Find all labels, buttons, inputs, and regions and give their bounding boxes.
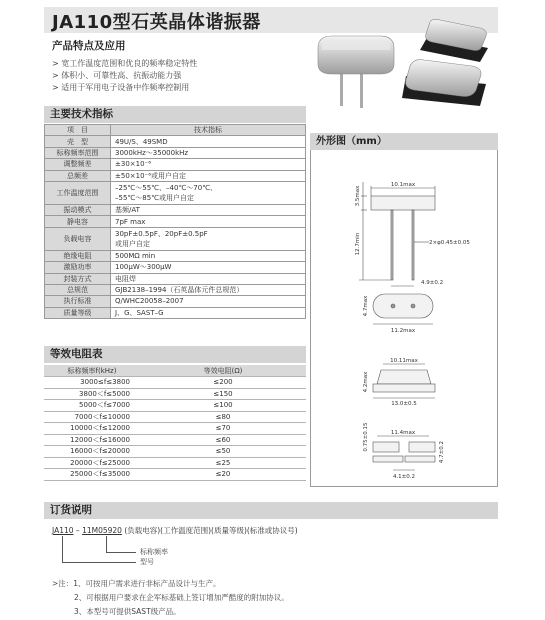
dim-width-top: 10.1max (390, 182, 416, 188)
order-code (52, 525, 298, 536)
spec-key: 静电容 (45, 216, 111, 227)
spec-value (111, 181, 306, 204)
esr-freq: 3800＜f≤5000 (44, 388, 140, 400)
dim-width-bottom: 11.2max (390, 328, 416, 334)
leader-model (62, 536, 63, 562)
spec-value: 基频/AT (111, 204, 306, 215)
esr-res: ≤100 (140, 400, 306, 412)
header-value: 技术指标 (111, 125, 306, 136)
spec-value-line: 或用户自定 (115, 239, 150, 248)
specs-heading: 主要技术指标 (44, 106, 306, 123)
features-heading: 产品特点及应用 (52, 40, 126, 52)
leader-freq (106, 536, 107, 552)
esr-res: ≤60 (140, 434, 306, 446)
spec-key: 振动模式 (45, 204, 111, 215)
table-row (44, 446, 306, 458)
dim-smd-width: 10.11max (390, 358, 418, 364)
dim-pad-h: 4.7±0.2 (439, 440, 445, 464)
spec-value: GJB2138–1994（石英晶体元件总规范） (111, 284, 306, 295)
spec-value-line: 30pF±0.5pF、20pF±0.5pF (115, 229, 208, 238)
esr-freq: 20000＜f≤25000 (44, 457, 140, 469)
spec-key: 执行标准 (45, 296, 111, 307)
spec-key: 总规范 (45, 284, 111, 295)
table-row (45, 227, 306, 250)
table-row (44, 457, 306, 469)
esr-res: ≤150 (140, 388, 306, 400)
table-row (44, 411, 306, 423)
table-row (44, 423, 306, 435)
esr-res: ≤70 (140, 423, 306, 435)
spec-value: 49U/S、49SMD (111, 136, 306, 147)
spec-value-line: –25℃～55℃、–40℃～70℃、 (115, 183, 218, 192)
dim-depth: 4.7max (363, 295, 369, 317)
table-row (44, 469, 306, 481)
dim-lead-len: 12.7min (355, 232, 361, 256)
spec-value: ±30×10⁻⁶ (111, 159, 306, 170)
esr-freq: 25000＜f≤35000 (44, 469, 140, 481)
note-2: 2、可根据用户要求在企军标基础上签订增加严酷度的附加协议。 (74, 593, 289, 602)
outline-heading: 外形图（mm） (310, 133, 498, 150)
leader-freq-h (106, 552, 136, 553)
dim-pad-thk: 0.75±0.15 (363, 422, 369, 452)
spec-value: Q/WHC20058–2007 (111, 296, 306, 307)
dim-height-max: 3.5max (355, 185, 361, 207)
spec-value (111, 227, 306, 250)
spec-key: 调整频差 (45, 159, 111, 170)
spec-value: 电阻焊 (111, 273, 306, 284)
header-res: 等效电阻(Ω) (140, 365, 306, 377)
spec-key: 激励功率 (45, 262, 111, 273)
dim-pitch: 4.9±0.2 (421, 280, 444, 286)
spec-key: 负载电容 (45, 227, 111, 250)
esr-res: ≤80 (140, 411, 306, 423)
spec-key: 封装方式 (45, 273, 111, 284)
note-3: 3、本型号可提供SAST级产品。 (74, 607, 181, 616)
esr-res: ≤200 (140, 377, 306, 389)
table-row (45, 159, 306, 170)
outline-drawing (311, 152, 497, 486)
dim-smd-height: 4.2max (363, 371, 369, 393)
table-row (45, 307, 306, 318)
spec-value-line: –55℃～85℃或用户自定 (115, 193, 195, 202)
dim-pad-width: 11.4max (390, 430, 416, 436)
dim-lead-dia: 2×φ0.45±0.05 (429, 240, 470, 246)
table-row (45, 216, 306, 227)
table-row (45, 204, 306, 215)
order-dash: – (75, 526, 80, 535)
esr-table (44, 365, 306, 481)
spec-table (44, 124, 306, 319)
spec-value: 7pF max (111, 216, 306, 227)
spec-value: ±50×10⁻⁶或用户自定 (111, 170, 306, 181)
label-model: 型号 (140, 558, 154, 566)
header-freq: 标称频率f(kHz) (44, 365, 140, 377)
table-row (44, 434, 306, 446)
spec-key: 壳 型 (45, 136, 111, 147)
spec-key: 总频差 (45, 170, 111, 181)
table-row (45, 250, 306, 261)
order-rest: (负载电容)(工作温度范围)(质量等级)(标准或协议号) (124, 526, 298, 535)
esr-freq: 12000＜f≤16000 (44, 434, 140, 446)
spec-key: 质量等级 (45, 307, 111, 318)
esr-freq: 16000＜f≤20000 (44, 446, 140, 458)
table-row (44, 377, 306, 389)
label-freq: 标称频率 (140, 548, 168, 556)
table-row (45, 296, 306, 307)
feature-item: > 体积小、可靠性高、抗振动能力强 (52, 71, 182, 80)
spec-value: 3000kHz～35000kHz (111, 147, 306, 158)
table-header-row (44, 365, 306, 377)
smd-view (373, 364, 435, 398)
esr-freq: 3000≤f≤3800 (44, 377, 140, 389)
table-row (45, 136, 306, 147)
feature-item: > 宽工作温度范围和优良的频率稳定特性 (52, 59, 198, 68)
table-row (45, 273, 306, 284)
product-photo (310, 16, 500, 116)
esr-freq: 7000＜f≤10000 (44, 411, 140, 423)
esr-res: ≤25 (140, 457, 306, 469)
table-row (45, 284, 306, 295)
esr-res: ≤20 (140, 469, 306, 481)
spec-value: J、G、SAST–G (111, 307, 306, 318)
header-item: 项 目 (45, 125, 111, 136)
feature-item: > 适用于军用电子设备中作频率控制用 (52, 83, 190, 92)
order-freq: 11M05920 (82, 526, 122, 535)
esr-res: ≤50 (140, 446, 306, 458)
order-heading: 订货说明 (44, 502, 498, 519)
note-1: >注：1、可按用户需求进行非标产品设计与生产。 (52, 579, 221, 588)
esr-freq: 5000＜f≤7000 (44, 400, 140, 412)
table-row (45, 147, 306, 158)
table-row (44, 400, 306, 412)
table-row (45, 170, 306, 181)
dim-pad-pitch: 4.1±0.2 (392, 474, 416, 480)
pad-view (373, 436, 435, 470)
page-title: JA110型石英晶体谐振器 (52, 12, 261, 33)
order-model: JA110 (52, 526, 74, 535)
spec-key: 标称频率范围 (45, 147, 111, 158)
table-row (44, 388, 306, 400)
table-row (45, 262, 306, 273)
spec-key: 工作温度范围 (45, 181, 111, 204)
spec-value: 500MΩ min (111, 250, 306, 261)
spec-key: 绝缘电阻 (45, 250, 111, 261)
dim-smd-len: 13.0±0.5 (391, 401, 417, 407)
table-row (45, 181, 306, 204)
esr-freq: 10000＜f≤12000 (44, 423, 140, 435)
leader-model-h (62, 562, 136, 563)
bottom-view (373, 294, 433, 324)
top-view (359, 182, 435, 286)
table-header-row (45, 125, 306, 136)
esr-heading: 等效电阻表 (44, 346, 306, 363)
spec-value: 100μW～300μW (111, 262, 306, 273)
